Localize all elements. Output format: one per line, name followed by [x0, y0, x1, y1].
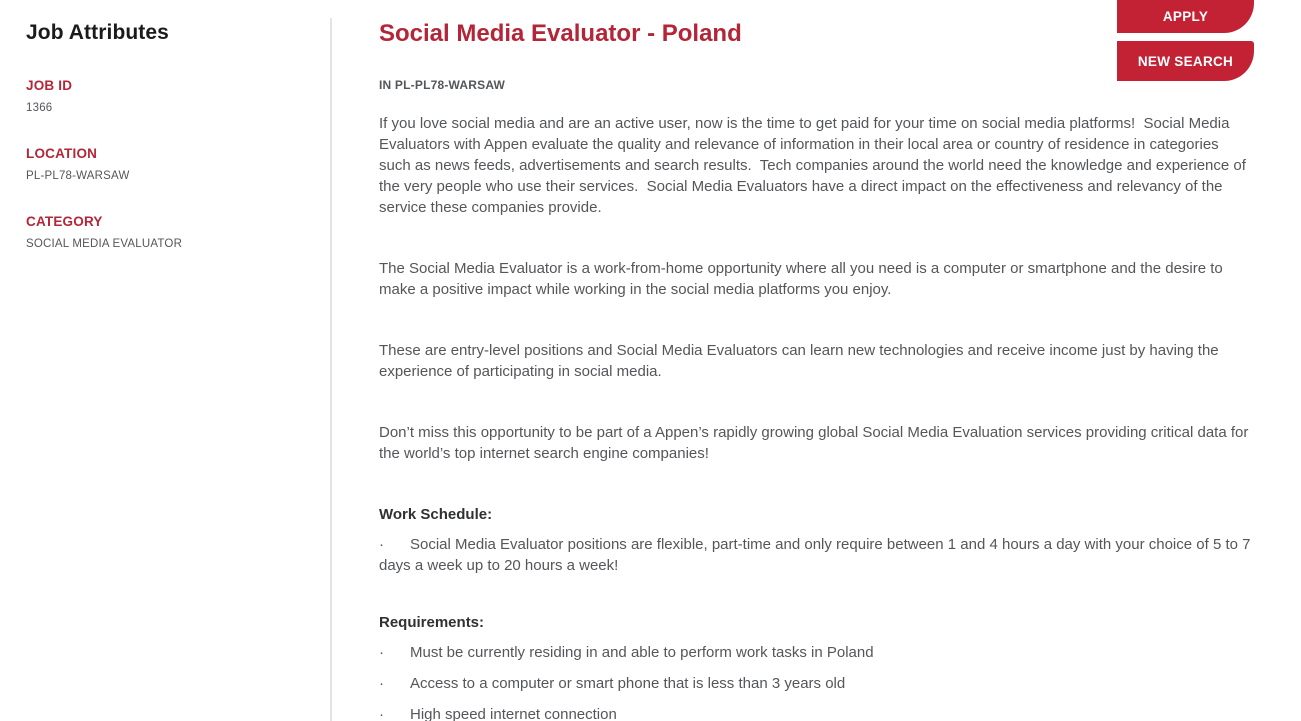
location-group — [26, 146, 304, 182]
requirements-bullet-2 — [379, 673, 1254, 694]
intro-paragraph-3: These are entry-level positions and Social Media Evaluators can learn new technologies and receive income just by having the experience of participating in social media. — [379, 342, 1219, 380]
bullet-text: Access to a computer or smart phone that is less than 3 years old — [410, 675, 846, 692]
apply-button-label: APPLY — [1162, 8, 1209, 24]
intro-paragraph-1: If you love social media and are an active user, now is the time to get paid for your time on social media platforms! Social Media Evaluators with Appen evaluate the quality and relevance of information in their local area or country of residence in categories such as news feeds, advertisements and search results. Tech companies around the world need the knowledge and experience of the very people who use their services. Social Media Evaluators have a direct impact on the effectiveness and relevancy of the service these companies provide. — [379, 115, 1246, 216]
job-id-group — [26, 78, 304, 114]
vertical-divider — [330, 18, 332, 721]
work-schedule-bullet-1 — [379, 534, 1254, 576]
category-group — [26, 214, 304, 250]
category-label: CATEGORY — [26, 214, 103, 229]
work-schedule-section — [379, 504, 1254, 576]
work-schedule-heading: Work Schedule: — [379, 506, 493, 523]
location-label: LOCATION — [26, 146, 98, 161]
apply-button[interactable] — [1117, 0, 1254, 33]
bullet-dot: · — [379, 706, 384, 721]
intro-paragraph-4: Don’t miss this opportunity to be part of a Appen’s rapidly growing global Social Media Evaluation services providing critical data for the world’s top internet search engine companies! — [379, 424, 1249, 462]
intro-paragraph-2: The Social Media Evaluator is a work-from-home opportunity where all you need is a computer or smartphone and the desire to make a positive impact while working in the social media platforms you enjoy. — [379, 260, 1223, 298]
requirements-bullet-1 — [379, 642, 1254, 663]
bullet-dot: · — [379, 536, 384, 553]
bullet-text: High speed internet connection — [410, 706, 617, 721]
job-description-main — [379, 0, 1254, 721]
job-title: Social Media Evaluator - Poland — [379, 20, 742, 47]
new-search-button-label: NEW SEARCH — [1137, 53, 1234, 69]
new-search-button[interactable] — [1117, 41, 1254, 81]
requirements-heading: Requirements: — [379, 614, 485, 631]
sidebar-title: Job Attributes — [26, 21, 169, 44]
job-id-value: 1366 — [26, 102, 53, 114]
job-id-label: JOB ID — [26, 78, 73, 93]
location-value: PL-PL78-WARSAW — [26, 170, 130, 182]
job-attributes-sidebar — [0, 0, 330, 250]
requirements-section — [379, 612, 1254, 721]
bullet-dot: · — [379, 644, 384, 661]
job-location-line: IN PL-PL78-WARSAW — [379, 78, 506, 92]
requirements-bullet-3 — [379, 704, 1254, 721]
bullet-dot: · — [379, 675, 384, 692]
bullet-text: Social Media Evaluator positions are flexible, part-time and only require between 1 and 4 hours a day with your choice of 5 to 7 days a week up to 20 hours a week! — [379, 536, 1251, 574]
bullet-text: Must be currently residing in and able to perform work tasks in Poland — [410, 644, 874, 661]
category-value: SOCIAL MEDIA EVALUATOR — [26, 238, 183, 250]
